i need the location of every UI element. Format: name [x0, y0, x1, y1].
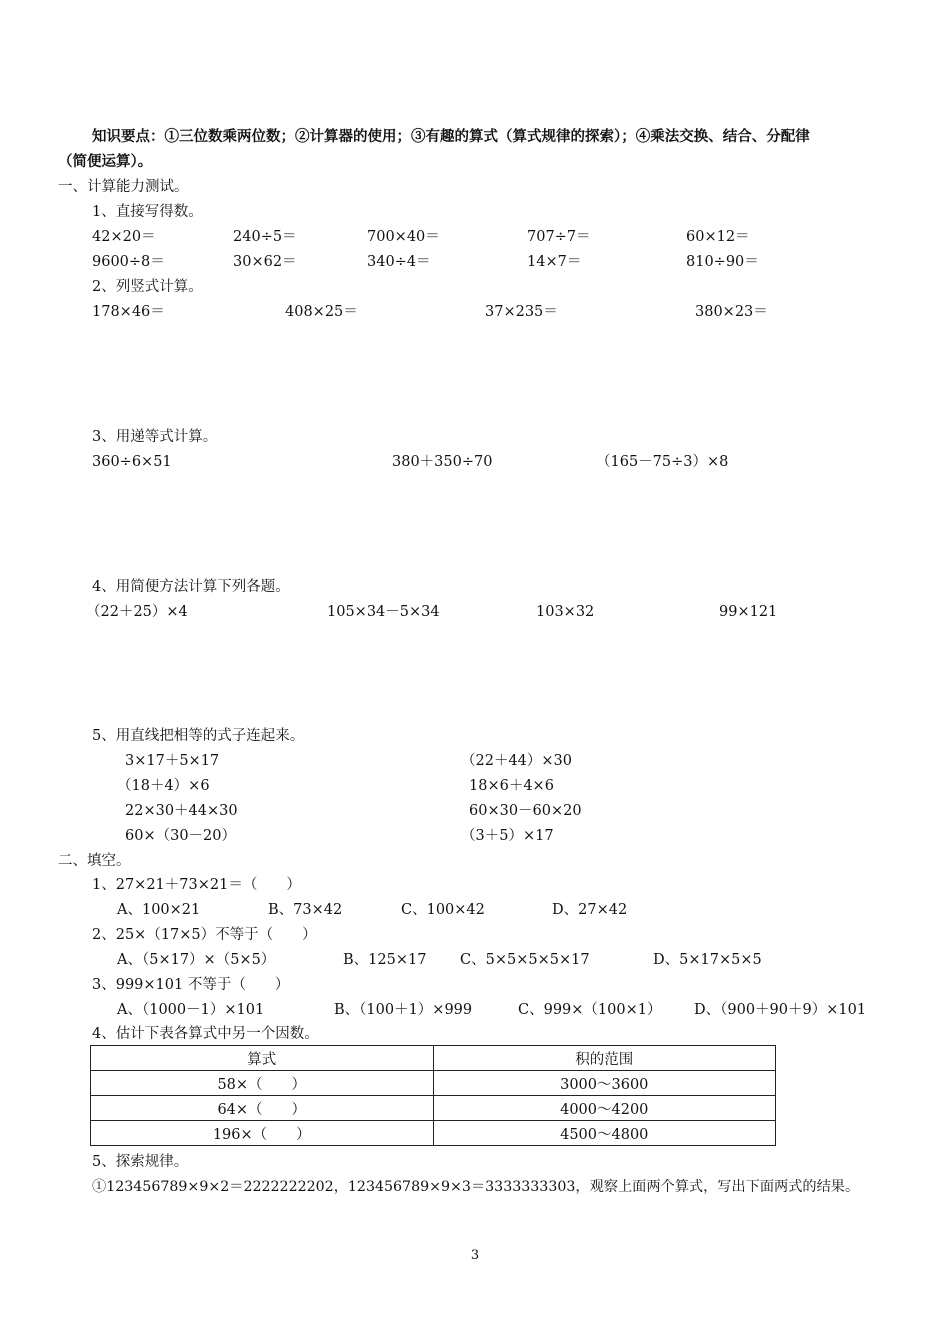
- section2-title: 二、填空。: [58, 853, 131, 869]
- q5-left-item: 22×30＋44×30: [125, 803, 238, 819]
- s2-q2-title: 2、25×（17×5）不等于（ ）: [92, 927, 317, 943]
- q1-item: 707÷7＝: [527, 229, 591, 245]
- q1-item: 30×62＝: [233, 254, 297, 270]
- table-cell: 4000～4200: [433, 1096, 776, 1121]
- s2-q5-title: 5、探索规律。: [92, 1154, 189, 1170]
- q1-title: 1、直接写得数。: [92, 204, 203, 220]
- s2-q1-option: D、27×42: [552, 902, 628, 918]
- s2-q1-title: 1、27×21＋73×21＝（ ）: [92, 877, 301, 893]
- table-row: [91, 1121, 776, 1146]
- q2-item: 178×46＝: [92, 304, 165, 320]
- q1-item: 42×20＝: [92, 229, 156, 245]
- q5-right-item: （22＋44）×30: [461, 753, 573, 769]
- q2-title: 2、列竖式计算。: [92, 279, 203, 295]
- table-cell: 3000～3600: [433, 1071, 776, 1096]
- table-cell: 196×（ ）: [91, 1121, 434, 1146]
- q5-left-item: 3×17＋5×17: [125, 753, 220, 769]
- s2-q2-option: B、125×17: [343, 952, 427, 968]
- s2-q1-option: C、100×42: [401, 902, 485, 918]
- q1-item: 14×7＝: [527, 254, 582, 270]
- q4-item: （22＋25）×4: [86, 604, 188, 620]
- s2-q2-option: D、5×17×5×5: [653, 952, 762, 968]
- q3-item: 360÷6×51: [92, 454, 172, 470]
- estimate-table: [90, 1045, 776, 1146]
- s2-q3-option: A、（1000－1）×101: [117, 1002, 265, 1018]
- q3-title: 3、用递等式计算。: [92, 429, 218, 445]
- q3-item: （165－75÷3）×8: [596, 454, 729, 470]
- q1-item: 700×40＝: [367, 229, 440, 245]
- table-header-cell: 积的范围: [433, 1046, 776, 1071]
- q5-right-item: 60×30－60×20: [469, 803, 582, 819]
- q4-title: 4、用简便方法计算下列各题。: [92, 579, 290, 595]
- s2-q3-title: 3、999×101 不等于（ ）: [92, 977, 290, 993]
- s2-q3-option: C、999×（100×1）: [518, 1002, 662, 1018]
- section1-title: 一、计算能力测试。: [58, 179, 189, 195]
- q1-item: 60×12＝: [686, 229, 750, 245]
- knowledge-points-line1: 知识要点：①三位数乘两位数；②计算器的使用；③有趣的算式（算式规律的探索）；④乘法交换、结合、分配律: [92, 128, 810, 145]
- s2-q3-option: B、（100＋1）×999: [334, 1002, 473, 1018]
- table-row: [91, 1096, 776, 1121]
- s2-q3-option: D、（900＋90＋9）×101: [694, 1002, 867, 1018]
- q4-item: 99×121: [719, 604, 778, 620]
- knowledge-points-line2: （简便运算）。: [58, 153, 153, 170]
- s2-q2-option: A、（5×17）×（5×5）: [117, 952, 276, 968]
- q4-item: 103×32: [536, 604, 595, 620]
- table-header-cell: 算式: [91, 1046, 434, 1071]
- q5-left-item: 60×（30－20）: [125, 828, 237, 844]
- q4-item: 105×34－5×34: [327, 604, 440, 620]
- q1-item: 9600÷8＝: [92, 254, 165, 270]
- q5-title: 5、用直线把相等的式子连起来。: [92, 728, 305, 744]
- q2-item: 408×25＝: [285, 304, 358, 320]
- table-header-row: [91, 1046, 776, 1071]
- q3-item: 380＋350÷70: [392, 454, 493, 470]
- table-cell: 64×（ ）: [91, 1096, 434, 1121]
- s2-q1-option: A、100×21: [117, 902, 201, 918]
- q5-left-item: （18＋4）×6: [117, 778, 210, 794]
- page-number: 3: [470, 1248, 480, 1263]
- q1-item: 340÷4＝: [367, 254, 431, 270]
- s2-q2-option: C、5×5×5×5×17: [460, 952, 590, 968]
- table-cell: 4500～4800: [433, 1121, 776, 1146]
- q1-item: 240÷5＝: [233, 229, 297, 245]
- q5-right-item: 18×6＋4×6: [469, 778, 554, 794]
- s2-q4-title: 4、估计下表各算式中另一个因数。: [92, 1026, 319, 1042]
- q2-item: 380×23＝: [695, 304, 768, 320]
- table-row: [91, 1071, 776, 1096]
- s2-q1-option: B、73×42: [268, 902, 343, 918]
- table-cell: 58×（ ）: [91, 1071, 434, 1096]
- q5-right-item: （3＋5）×17: [461, 828, 554, 844]
- s2-q5-text: ①123456789×9×2＝2222222202，123456789×9×3＝3333333303，观察上面两个算式，写出下面两式的结果。: [92, 1179, 860, 1195]
- q2-item: 37×235＝: [485, 304, 558, 320]
- q1-item: 810÷90＝: [686, 254, 759, 270]
